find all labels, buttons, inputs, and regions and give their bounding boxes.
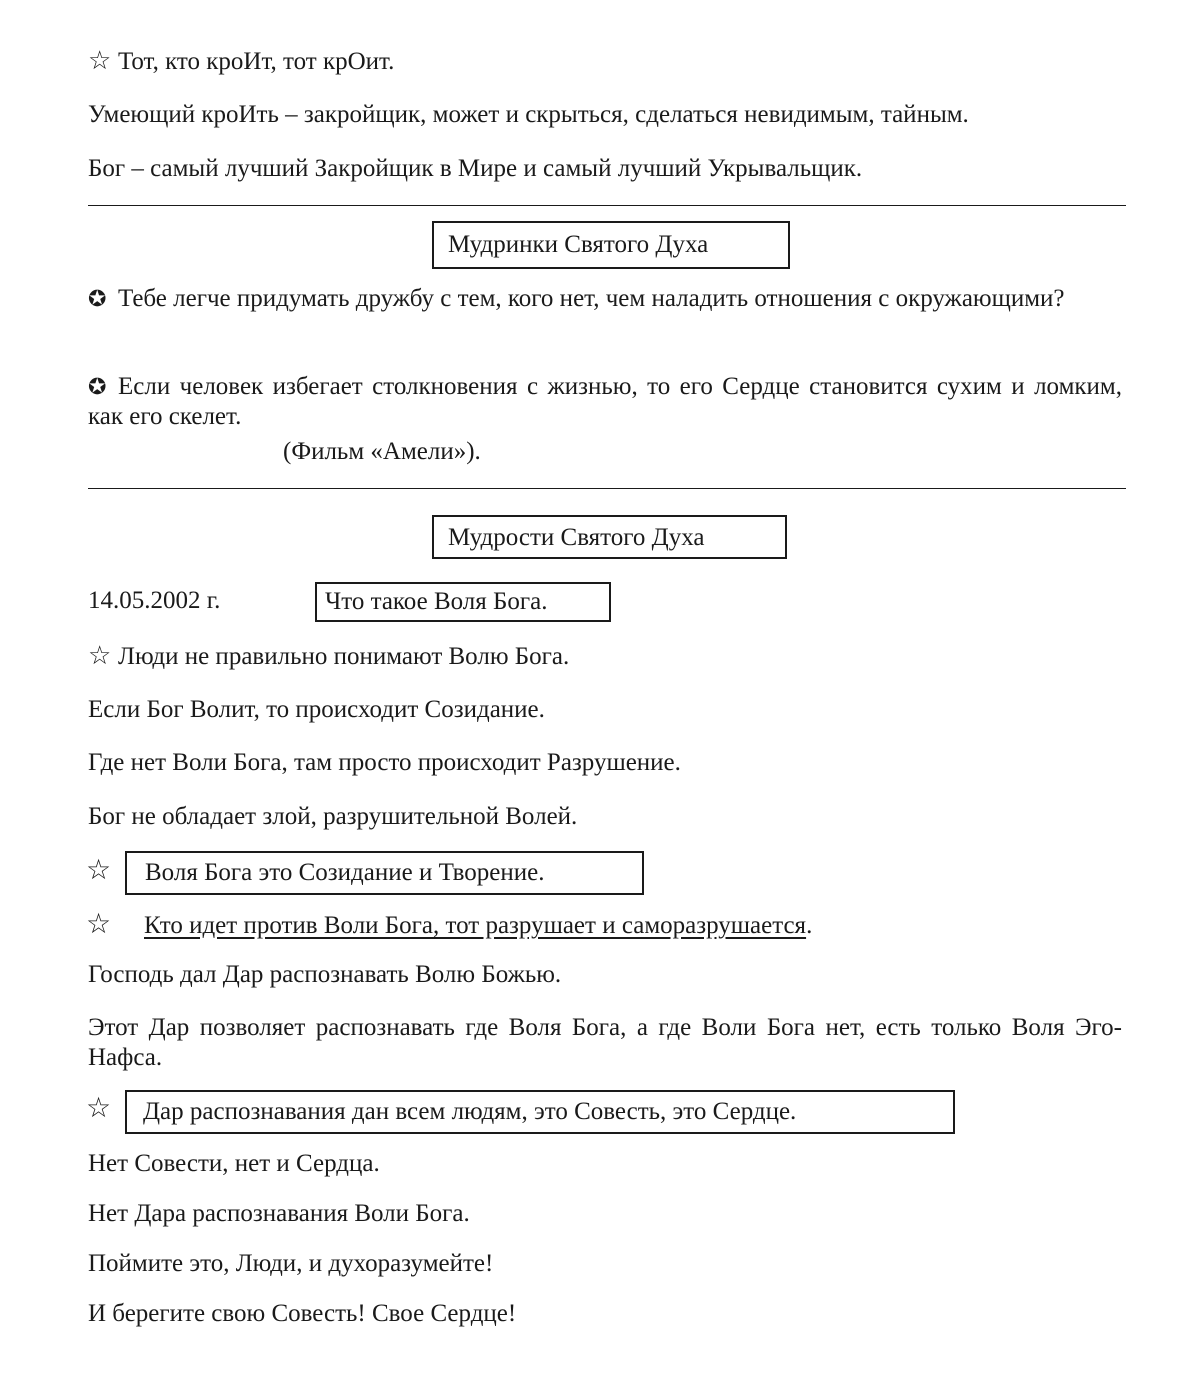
line-6 [144,911,812,941]
line-10: Нет Совести, нет и Сердца. [88,1150,380,1177]
section-heading-mudrinki: Мудринки Святого Духа [432,221,790,269]
quote-source: (Фильм «Амели»). [283,438,481,465]
paragraph-text: Если человек избегает столкновения с жизнью, то его Сердце становится сухим и ломким, как его скелет. [88,373,1122,430]
line-12: Поймите это, Люди, и духоразумейте! [88,1250,494,1277]
line-8: Этот Дар позволяет распознавать где Воля Бога, а где Воли Бога нет, есть только Воля Эго-Нафса. [88,1014,1122,1071]
line-1 [88,641,569,672]
paragraph-druzhba [88,284,1122,314]
star-outline-icon: ☆ [88,641,112,670]
line-3: Где нет Воли Бога, там просто происходит Разрушение. [88,749,681,776]
pentagram-circle-icon: ✪ [88,286,107,311]
line-text: Люди не правильно понимают Волю Бога. [118,643,570,670]
line-2: Если Бог Волит, то происходит Созидание. [88,696,545,723]
divider-2 [88,488,1126,489]
highlight-box-sozidanie: Воля Бога это Созидание и Творение. [125,851,644,895]
paragraph-bog-zakroyshchik: Бог – самый лучший Закройщик в Мире и самый лучший Укрывальщик. [88,155,863,182]
star-outline-icon: ☆ [88,46,112,75]
line-end: . [806,912,813,939]
paragraph-text: Тебе легче придумать дружбу с тем, кого нет, чем наладить отношения с окружающими? [118,285,1065,312]
line-13: И берегите свою Совесть! Свое Сердце! [88,1300,517,1327]
paragraph-stolknovenie [88,372,1122,432]
entry-date: 14.05.2002 г. [88,587,221,614]
line-11: Нет Дара распознавания Воли Бога. [88,1200,470,1227]
star-outline-icon: ☆ [86,1093,112,1124]
topic-box: Что такое Воля Бога. [315,582,611,622]
paragraph-zakroyshchik: Умеющий кроИть – закройщик, может и скрыться, сделаться невидимым, тайным. [88,101,969,128]
highlight-box-sovest: Дар распознавания дан всем людям, это Совесть, это Сердце. [125,1090,955,1134]
line-4: Бог не обладает злой, разрушительной Волей. [88,803,578,830]
star-outline-icon: ☆ [86,909,112,940]
underlined-text: Кто идет против Воли Бога, тот разрушает и саморазрушается [144,912,807,939]
divider-1 [88,205,1126,206]
line-7: Господь дал Дар распознавать Волю Божью. [88,961,562,988]
paragraph-krout [88,46,394,77]
pentagram-circle-icon: ✪ [88,374,107,399]
paragraph-text: Тот, кто кроИт, тот крОит. [118,48,395,75]
star-outline-icon: ☆ [86,855,112,886]
section-heading-mudrosti: Мудрости Святого Духа [432,515,787,559]
